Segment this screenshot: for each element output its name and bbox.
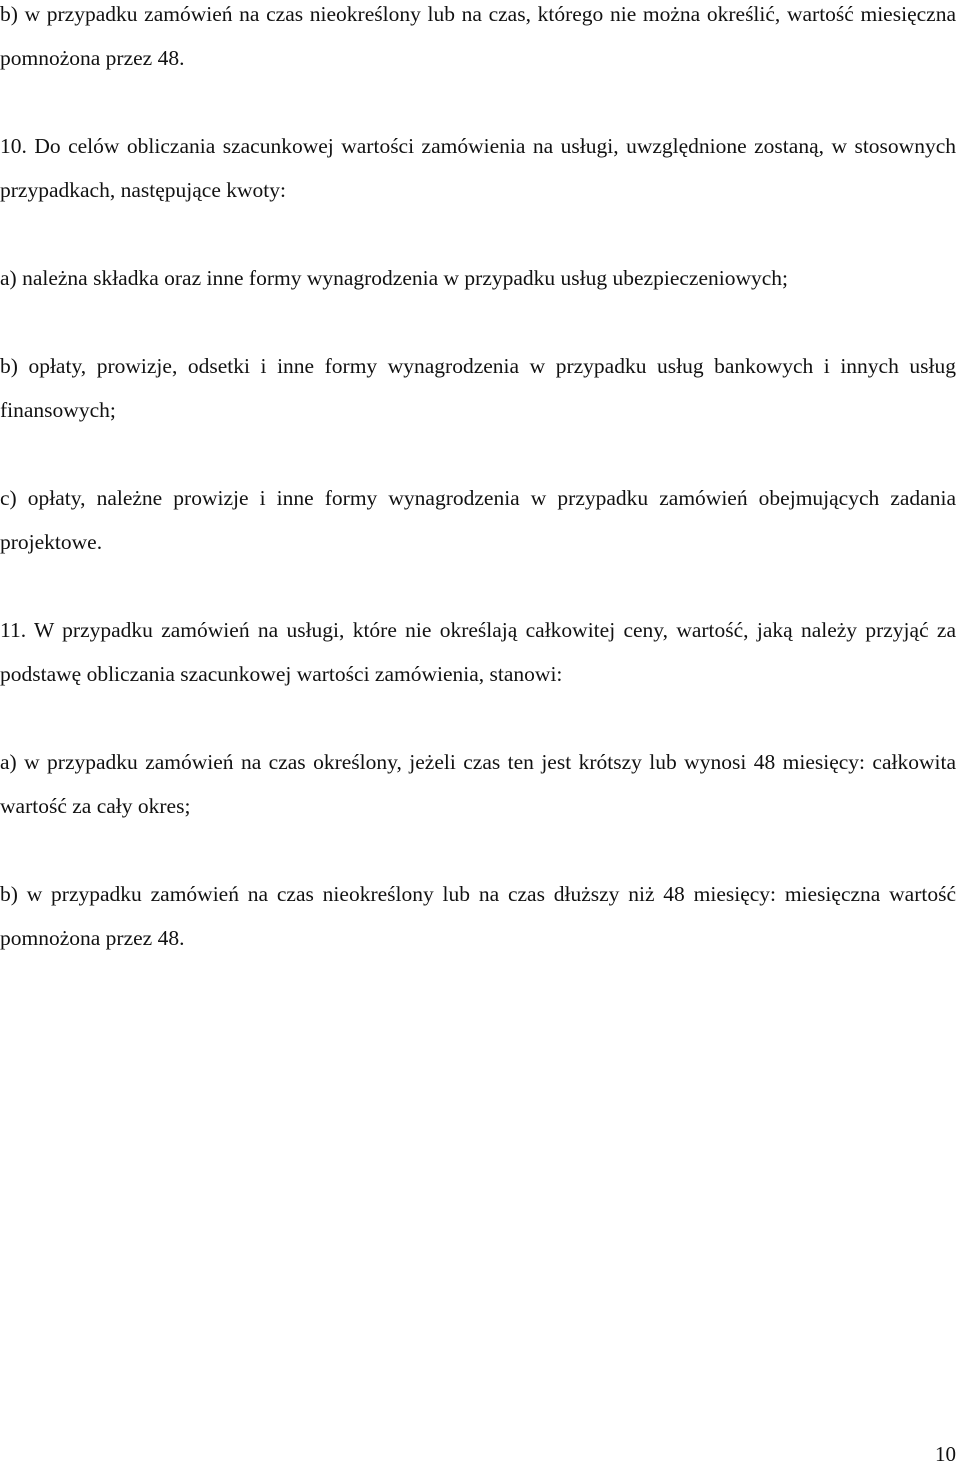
paragraph-gap xyxy=(0,300,956,344)
paragraph-10a: a) należna składka oraz inne formy wynagrodzenia w przypadku usług ubezpieczeniowych; xyxy=(0,266,789,290)
paragraph-11b: b) w przypadku zamówień na czas nieokreślony lub na czas dłuższy niż 48 miesięcy: miesięczna wartość pomnożona przez 48. xyxy=(0,882,956,950)
paragraph-10: 10. Do celów obliczania szacunkowej wartości zamówienia na usługi, uwzględnione zostaną, w stosownych przypadkach, następujące kwoty: xyxy=(0,134,956,202)
paragraph-gap xyxy=(0,828,956,872)
paragraph-9b: b) w przypadku zamówień na czas nieokreślony lub na czas, którego nie można określić, wartość miesięczna pomnożona przez 48. xyxy=(0,2,956,70)
paragraph-gap xyxy=(0,80,956,124)
paragraph-gap xyxy=(0,432,956,476)
paragraph-11: 11. W przypadku zamówień na usługi, które nie określają całkowitej ceny, wartość, jaką należy przyjąć za podstawę obliczania szacunkowej wartości zamówienia, stanowi: xyxy=(0,618,956,686)
paragraph-10b: b) opłaty, prowizje, odsetki i inne formy wynagrodzenia w przypadku usług bankowych i innych usług finansowych; xyxy=(0,354,956,422)
paragraph-11a: a) w przypadku zamówień na czas określony, jeżeli czas ten jest krótszy lub wynosi 48 miesięcy: całkowita wartość za cały okres; xyxy=(0,750,956,818)
page-number: 10 xyxy=(935,1442,956,1466)
paragraph-gap xyxy=(0,696,956,740)
paragraph-gap xyxy=(0,564,956,608)
paragraph-10c: c) opłaty, należne prowizje i inne formy wynagrodzenia w przypadku zamówień obejmujących zadania projektowe. xyxy=(0,486,956,554)
paragraph-gap xyxy=(0,212,956,256)
